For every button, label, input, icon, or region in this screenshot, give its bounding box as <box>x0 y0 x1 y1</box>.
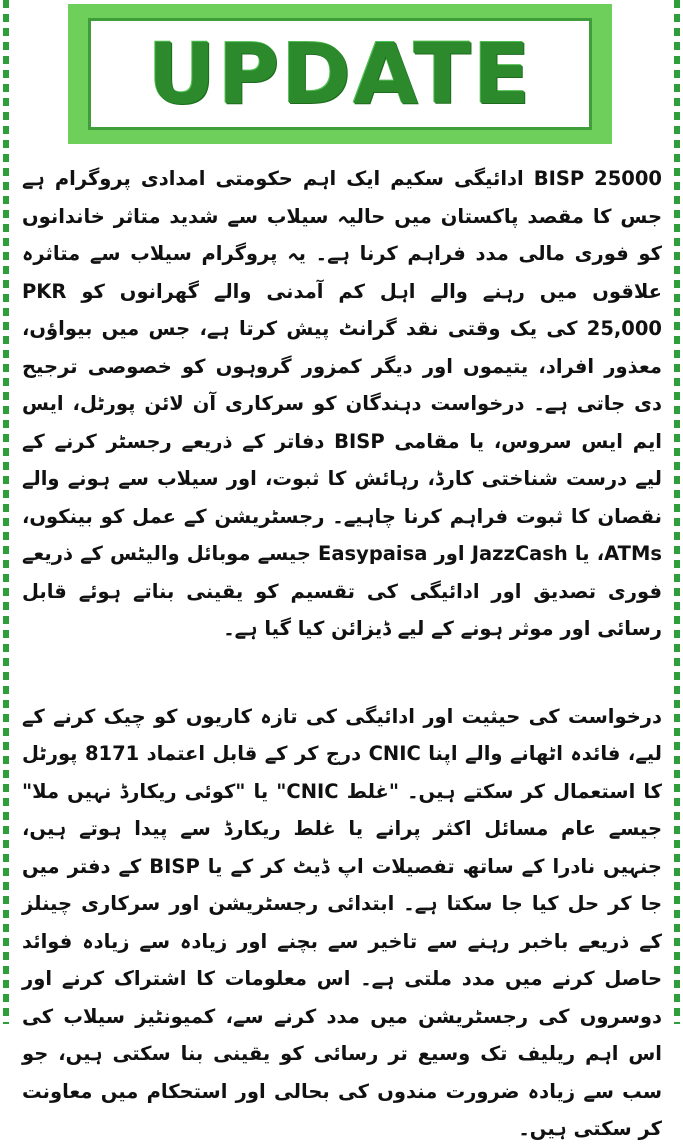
article-paragraph-2: درخواست کی حیثیت اور ادائیگی کی تازہ کاریوں کو چیک کرنے کے لیے، فائدہ اٹھانے والے اپنا CNIC درج کر کے قابل اعتماد 8171 پورٹل کا استعمال کر سکتے ہیں۔ "غلط CNIC" یا "کوئی ریکارڈ نہیں ملا" جیسے عام مسائل اکثر پرانے یا غلط ریکارڈ سے پیدا ہوتے ہیں، جنہیں نادرا کے ساتھ تفصیلات اپ ڈیٹ کر کے یا BISP کے دفتر میں جا کر حل کیا جا سکتا ہے۔ ابتدائی رجسٹریشن اور سرکاری چینلز کے ذریعے باخبر رہنے سے تاخیر سے بچنے اور زیادہ سے زیادہ فوائد حاصل کرنے میں مدد ملتی ہے۔ اس معلومات کا اشتراک کرنے اور دوسروں کی رجسٹریشن میں مدد کرنے سے، کمیونٹیز سیلاب کی اس اہم ریلیف تک وسیع تر رسائی کو یقینی بنا سکتی ہیں، جو سب سے زیادہ ضرورت مندوں کی بحالی اور استحکام میں معاونت کر سکتی ہیں۔ <box>22 704 663 1140</box>
update-banner <box>68 4 612 144</box>
update-banner-frame <box>88 18 592 130</box>
right-dashed-border <box>674 0 680 1024</box>
banner-title: UPDATE <box>147 25 533 123</box>
article-body <box>22 160 662 1148</box>
article-paragraph-1: BISP 25000 ادائیگی سکیم ایک اہم حکومتی امدادی پروگرام ہے جس کا مقصد پاکستان میں حالیہ سیلاب سے شدید متاثر خاندانوں کو فوری مالی مدد فراہم کرنا ہے۔ یہ پروگرام سیلاب سے متاثرہ علاقوں میں رہنے والے اہل کم آمدنی والے گھرانوں کو PKR 25,000 کی یک وقتی نقد گرانٹ پیش کرتا ہے، جس میں بیواؤں، معذور افراد، یتیموں اور دیگر کمزور گروہوں کو خصوصی ترجیح دی جاتی ہے۔ درخواست دہندگان کو سرکاری آن لائن پورٹل، ایس ایم ایس سروس، یا مقامی BISP دفاتر کے ذریعے رجسٹر کرنے کے لیے درست شناختی کارڈ، رہائش کا ثبوت، اور سیلاب سے ہونے والے نقصان کا ثبوت فراہم کرنا چاہیے۔ رجسٹریشن کے عمل کو بینکوں، ATMs، یا JazzCash اور Easypaisa جیسے موبائل والیٹس کے ذریعے فوری تصدیق اور ادائیگی کی تقسیم کو یقینی بناتے ہوئے قابل رسائی اور موثر ہونے کے لیے ڈیزائن کیا گیا ہے۔ <box>22 167 662 640</box>
left-dashed-border <box>3 0 9 1024</box>
